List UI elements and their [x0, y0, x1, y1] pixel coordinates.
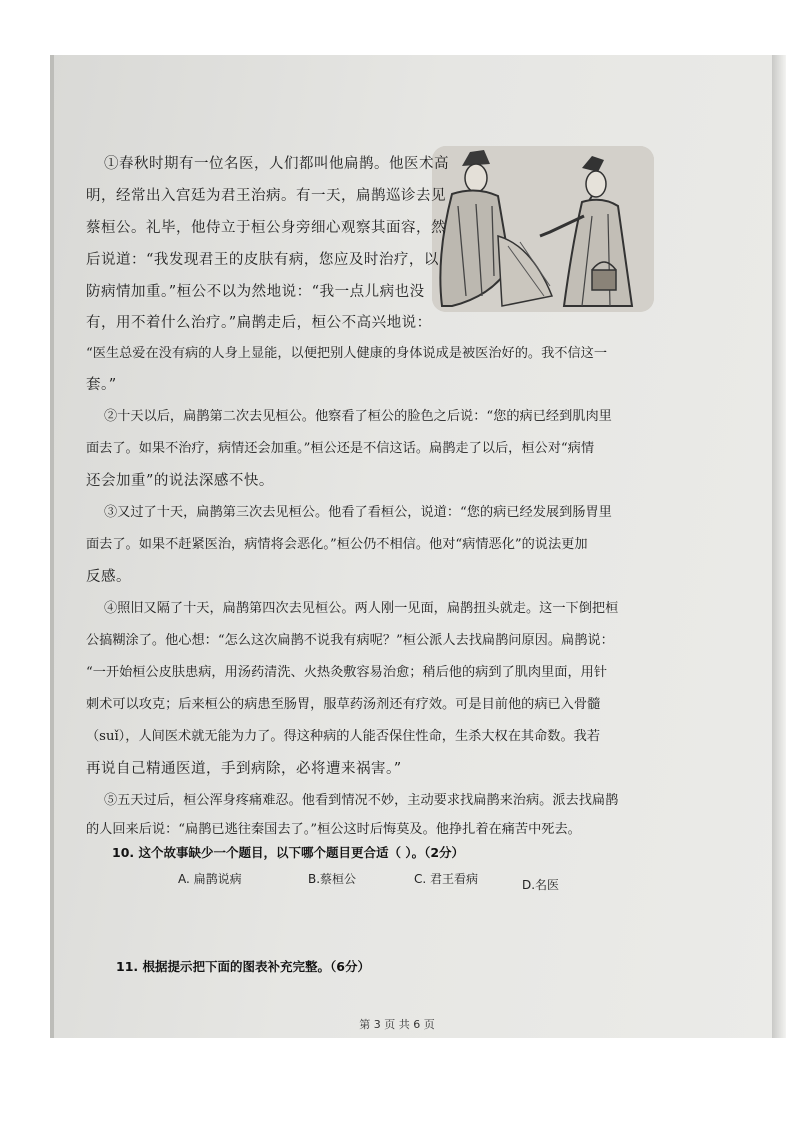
- question-11: 11. 根据提示把下面的图表补充完整。（6分）: [116, 959, 370, 974]
- paper-edge-right: [772, 55, 786, 1038]
- page-number: 第 3 页 共 6 页: [359, 1018, 435, 1031]
- option-c: C. 君王看病: [414, 872, 479, 886]
- passage-line: 有，用不着什么治疗。”扁鹊走后，桓公不高兴地说：: [86, 315, 432, 331]
- passage-line: 面去了。如果不治疗，病情还会加重。”桓公还是不信这话。扁鹊走了以后，桓公对“病情: [86, 441, 595, 456]
- option-b: B.蔡桓公: [308, 872, 357, 886]
- passage-line: 公搞糊涂了。他心想：“怎么这次扁鹊不说我有病呢？”桓公派人去找扁鹊问原因。扁鹊说：: [86, 633, 614, 648]
- passage-line: ②十天以后，扁鹊第二次去见桓公。他察看了桓公的脸色之后说：“您的病已经到肌肉里: [104, 409, 612, 424]
- story-illustration: [432, 146, 654, 312]
- passage-line: 再说自己精通医道，手到病除，必将遭来祸害。”: [86, 761, 402, 777]
- option-d: D.名医: [522, 878, 560, 892]
- paper-edge-left: [50, 55, 54, 1038]
- illustration-drawing: [432, 146, 654, 312]
- passage-line: 还会加重”的说法深感不快。: [86, 473, 274, 489]
- passage-line: 后说道：“我发现君王的皮肤有病，您应及时治疗，以: [86, 252, 439, 268]
- passage-line: 蔡桓公。礼毕，他侍立于桓公身旁细心观察其面容，然: [86, 220, 446, 236]
- passage-line: 套。”: [86, 377, 117, 393]
- passage-line: 明，经常出入宫廷为君王治病。有一天，扁鹊巡诊去见: [86, 188, 446, 204]
- question-10: 10. 这个故事缺少一个题目，以下哪个题目更合适（ ）。（2分）: [112, 845, 465, 860]
- passage-line: “医生总爱在没有病的人身上显能，以便把别人健康的身体说成是被医治好的。我不信这一: [86, 346, 608, 361]
- passage-line: 面去了。如果不赶紧医治，病情将会恶化。”桓公仍不相信。他对“病情恶化”的说法更加: [86, 537, 588, 552]
- passage-line: ⑤五天过后，桓公浑身疼痛难忍。他看到情况不妙，主动要求找扁鹊来治病。派去找扁鹊: [104, 793, 619, 808]
- passage-line: 防病情加重。”桓公不以为然地说：“我一点儿病也没: [86, 284, 425, 300]
- passage-line: “一开始桓公皮肤患病，用汤药清洗、火热灸敷容易治愈；稍后他的病到了肌肉里面，用针: [86, 665, 608, 680]
- passage-line: （suǐ），人间医术就无能为力了。得这种病的人能否保住性命，生杀大权在其命数。我若: [86, 729, 601, 744]
- passage-line: ④照旧又隔了十天，扁鹊第四次去见桓公。两人刚一见面，扁鹊扭头就走。这一下倒把桓: [104, 601, 619, 616]
- passage-line: ①春秋时期有一位名医，人们都叫他扁鹊。他医术高: [104, 156, 449, 172]
- option-a: A. 扁鹊说病: [178, 872, 242, 886]
- passage-line: 反感。: [86, 569, 131, 585]
- passage-line: 的人回来后说：“扁鹊已逃往秦国去了。”桓公这时后悔莫及。他挣扎着在痛苦中死去。: [86, 822, 581, 837]
- passage-line: ③又过了十天，扁鹊第三次去见桓公。他看了看桓公，说道：“您的病已经发展到肠胃里: [104, 505, 612, 520]
- passage-line: 刺术可以攻克；后来桓公的病患至肠胃，服草药汤剂还有疗效。可是目前他的病已入骨髓: [86, 697, 601, 712]
